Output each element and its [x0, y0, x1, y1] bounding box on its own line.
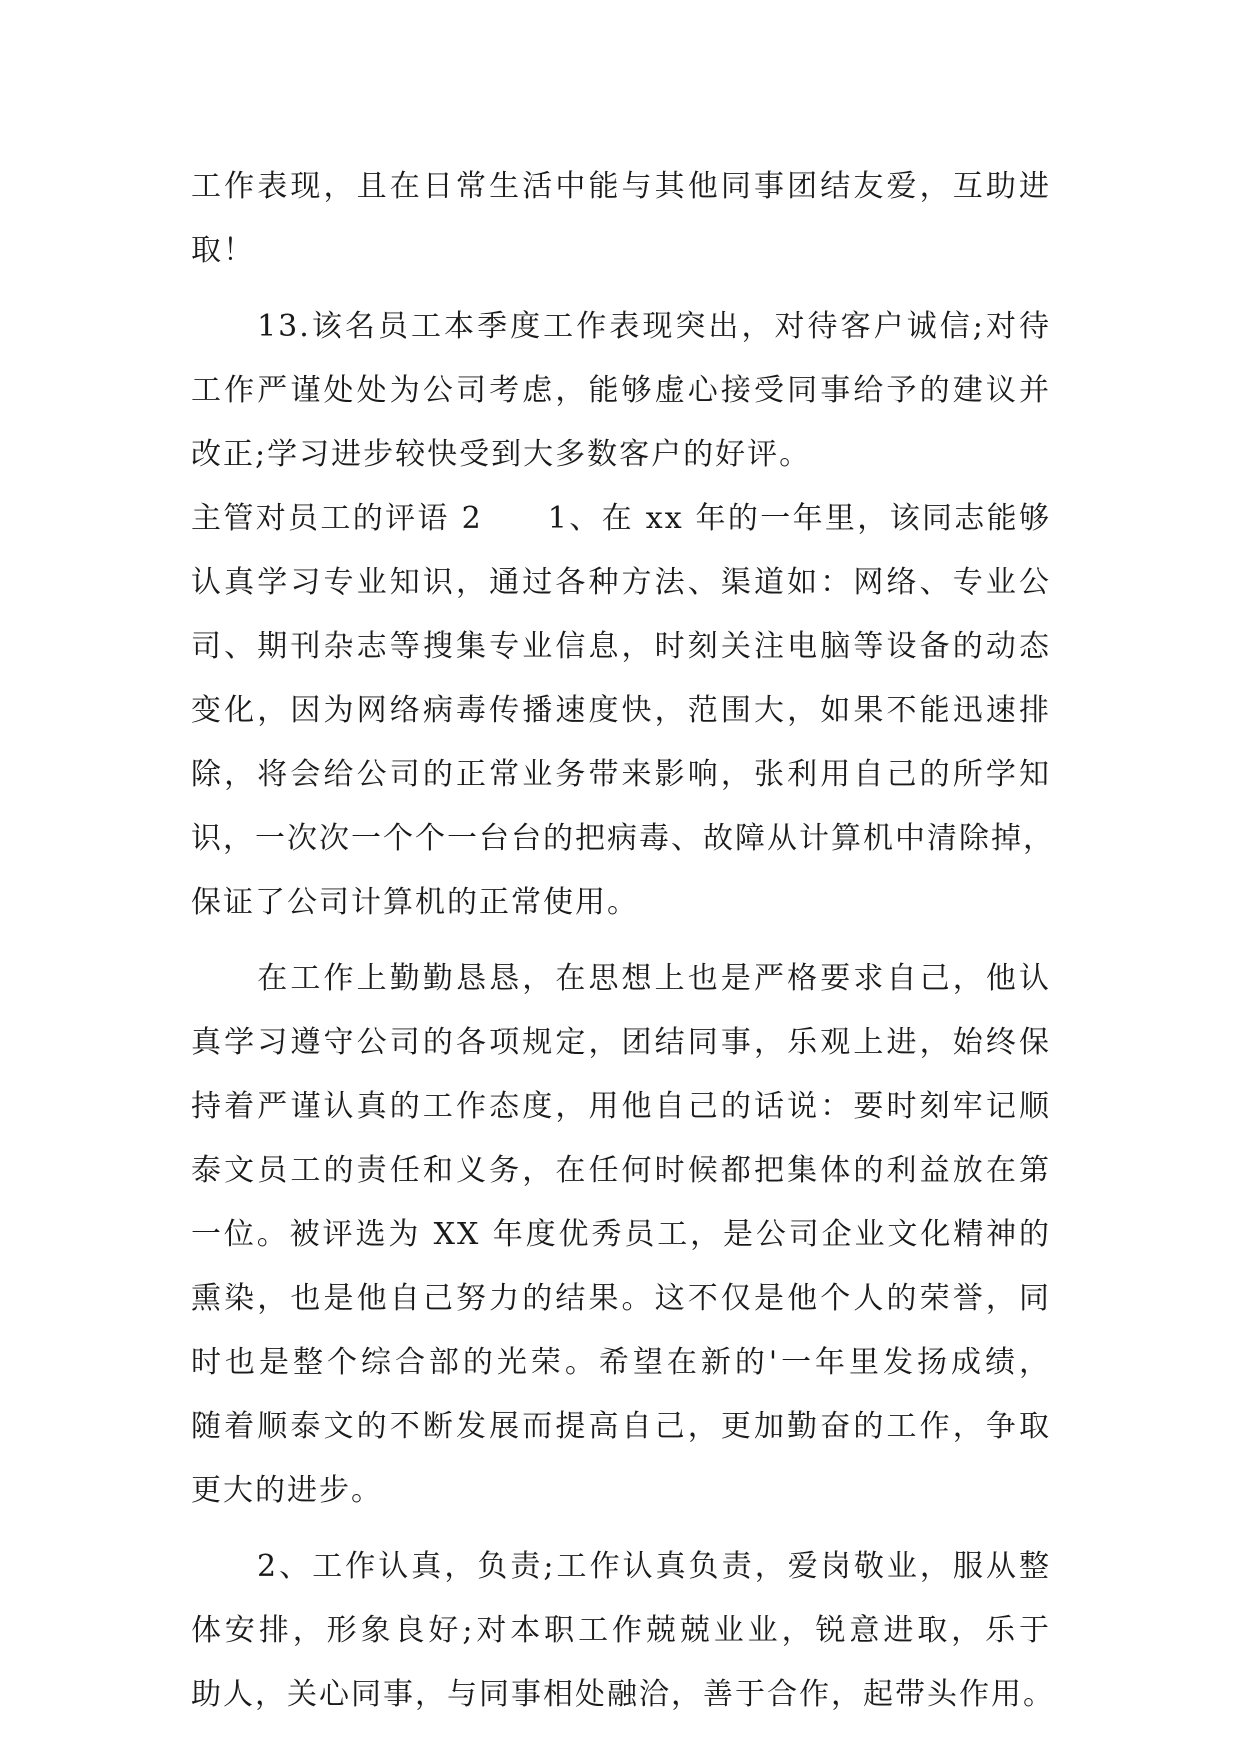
document-page [191, 155, 1055, 1727]
text-line: 改正;学习进步较快受到大多数客户的好评。 [191, 437, 812, 472]
text-line: 在工作上勤勤恳恳，在思想上也是严格要求自己，他认 [191, 961, 1051, 996]
paragraph [191, 1535, 1055, 1727]
text-line: 认真学习专业知识，通过各种方法、渠道如：网络、专业公 [191, 565, 1051, 600]
text-line: 更大的进步。 [191, 1473, 383, 1508]
text-line: 变化，因为网络病毒传播速度快，范围大，如果不能迅速排 [191, 693, 1051, 728]
text-line: 2、工作认真，负责;工作认真负责，爱岗敬业，服从整 [191, 1549, 1051, 1584]
text-line: 熏染，也是他自己努力的结果。这不仅是他个人的荣誉，同 [191, 1281, 1051, 1316]
text-line: 工作严谨处处为公司考虑，能够虚心接受同事给予的建议并 [191, 373, 1051, 408]
paragraph [191, 947, 1051, 1523]
text-line: 泰文员工的责任和义务，在任何时候都把集体的利益放在第 [191, 1153, 1051, 1188]
text-line: 持着严谨认真的工作态度，用他自己的话说：要时刻牢记顺 [191, 1089, 1051, 1124]
text-line: 工作表现，且在日常生活中能与其他同事团结友爱，互助进 [191, 169, 1051, 204]
paragraph [191, 155, 1051, 283]
paragraph [191, 295, 1051, 487]
text-line: 主管对员工的评语 2 1、在 xx 年的一年里，该同志能够 [191, 501, 1051, 536]
text-line: 随着顺泰文的不断发展而提高自己，更加勤奋的工作，争取 [191, 1409, 1051, 1444]
text-line: 保证了公司计算机的正常使用。 [191, 885, 639, 920]
text-line: 体安排，形象良好;对本职工作兢兢业业，锐意进取，乐于 [191, 1613, 1051, 1648]
text-line: 司、期刊杂志等搜集专业信息，时刻关注电脑等设备的动态 [191, 629, 1051, 664]
text-line: 13.该名员工本季度工作表现突出，对待客户诚信;对待 [191, 309, 1051, 344]
text-line: 除，将会给公司的正常业务带来影响，张利用自己的所学知 [191, 757, 1051, 792]
text-line: 助人，关心同事，与同事相处融洽，善于合作，起带头作用。 [191, 1677, 1055, 1712]
text-line: 识，一次次一个个一台台的把病毒、故障从计算机中清除掉， [191, 821, 1055, 856]
text-line: 取！ [191, 233, 255, 268]
text-line: 时也是整个综合部的光荣。希望在新的'一年里发扬成绩， [191, 1345, 1051, 1380]
text-line: 一位。被评选为 XX 年度优秀员工，是公司企业文化精神的 [191, 1217, 1051, 1252]
paragraph [191, 487, 1055, 935]
text-line: 真学习遵守公司的各项规定，团结同事，乐观上进，始终保 [191, 1025, 1051, 1060]
